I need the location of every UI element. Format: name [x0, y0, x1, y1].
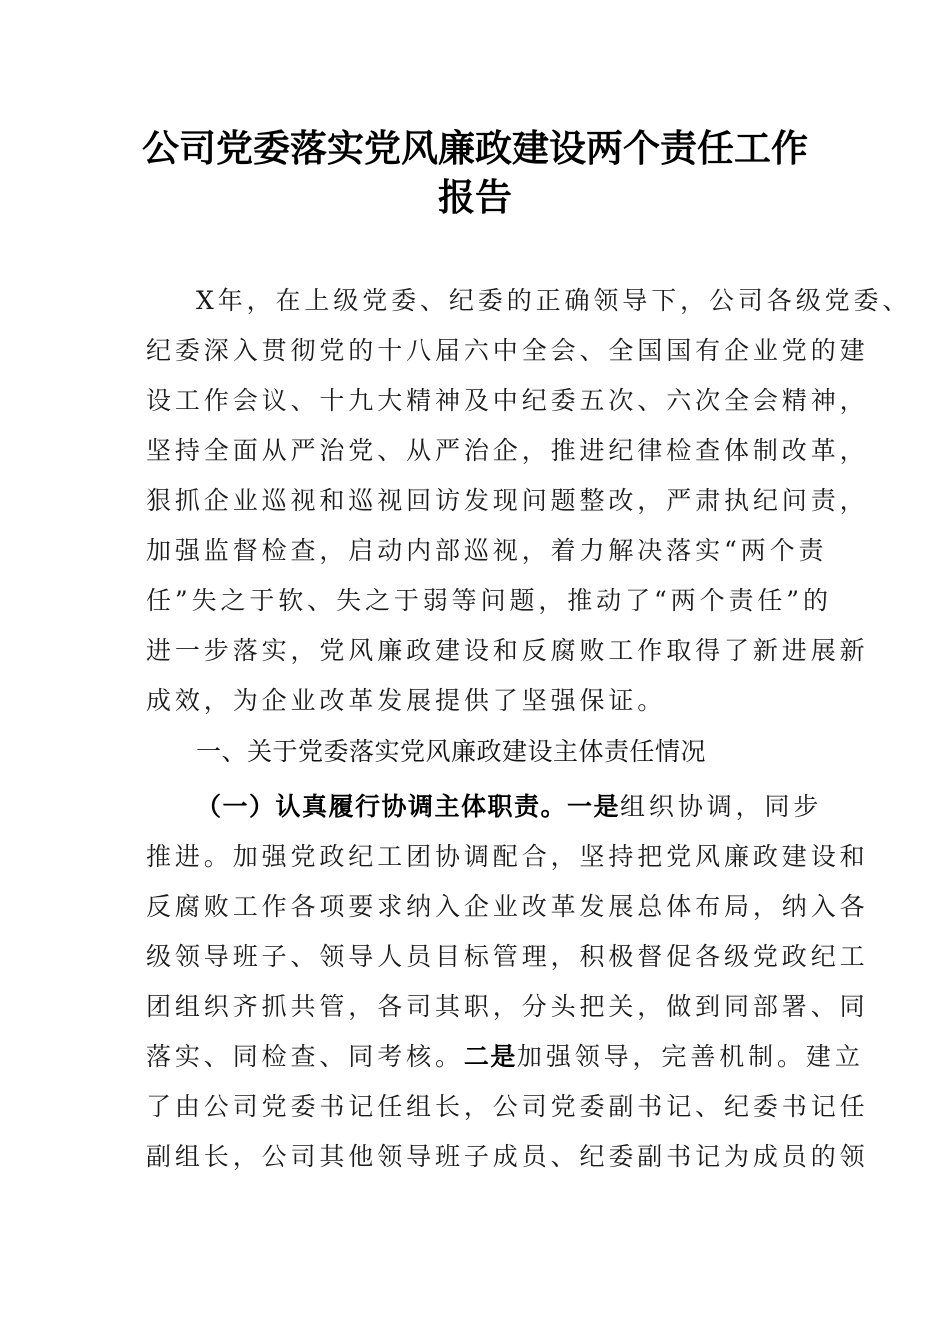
section-heading: 一、关于党委落实党风廉政建设主体责任情况 — [196, 737, 707, 766]
paragraph-line: 团组织齐抓共管，各司其职，分头把关，做到同部署、同 — [146, 992, 869, 1021]
emphasis-bold: 二是 — [463, 1042, 517, 1071]
paragraph-text: 组织协调，同步 — [620, 792, 823, 821]
paragraph-line: 纪委深入贯彻党的十八届六中全会、全国国有企业党的建 — [146, 336, 869, 365]
subheading-bold: （一）认真履行协调主体职责。 — [196, 792, 568, 821]
document-title-line2: 报告 — [438, 175, 512, 219]
paragraph-line-mixed — [146, 1037, 864, 1077]
paragraph-line: 设工作会议、十九大精神及中纪委五次、六次全会精神， — [146, 386, 869, 415]
paragraph-text: 落实、同检查、同考核。 — [146, 1042, 464, 1071]
paragraph-line: X年，在上级党委、纪委的正确领导下，公司各级党委、 — [196, 286, 912, 315]
paragraph-line: 成效，为企业改革发展提供了坚强保证。 — [146, 686, 667, 715]
paragraph-text: 加强领导，完善机制。建立 — [516, 1042, 864, 1071]
paragraph-line: 副组长，公司其他领导班子成员、纪委副书记为成员的领 — [146, 1142, 869, 1171]
paragraph-line: 反腐败工作各项要求纳入企业改革发展总体布局，纳入各 — [146, 892, 869, 921]
emphasis-bold: 一是 — [567, 792, 621, 821]
paragraph-line: 坚持全面从严治党、从严治企，推进纪律检查体制改革， — [146, 436, 869, 465]
paragraph-line: 级领导班子、领导人员目标管理，积极督促各级党政纪工 — [146, 942, 869, 971]
paragraph-line-mixed — [196, 787, 822, 827]
document-title-line1: 公司党委落实党风廉政建设两个责任工作 — [142, 126, 808, 170]
paragraph-line: 进一步落实，党风廉政建设和反腐败工作取得了新进展新 — [146, 636, 869, 665]
paragraph-line: 狠抓企业巡视和巡视回访发现问题整改，严肃执纪问责， — [146, 486, 869, 515]
paragraph-line: 了由公司党委书记任组长，公司党委副书记、纪委书记任 — [146, 1092, 869, 1121]
paragraph-line: 推进。加强党政纪工团协调配合，坚持把党风廉政建设和 — [146, 842, 869, 871]
paragraph-line: 加强监督检查，启动内部巡视，着力解决落实“两个责 — [146, 536, 828, 565]
paragraph-line: 任”失之于软、失之于弱等问题，推动了“两个责任”的 — [146, 586, 832, 615]
